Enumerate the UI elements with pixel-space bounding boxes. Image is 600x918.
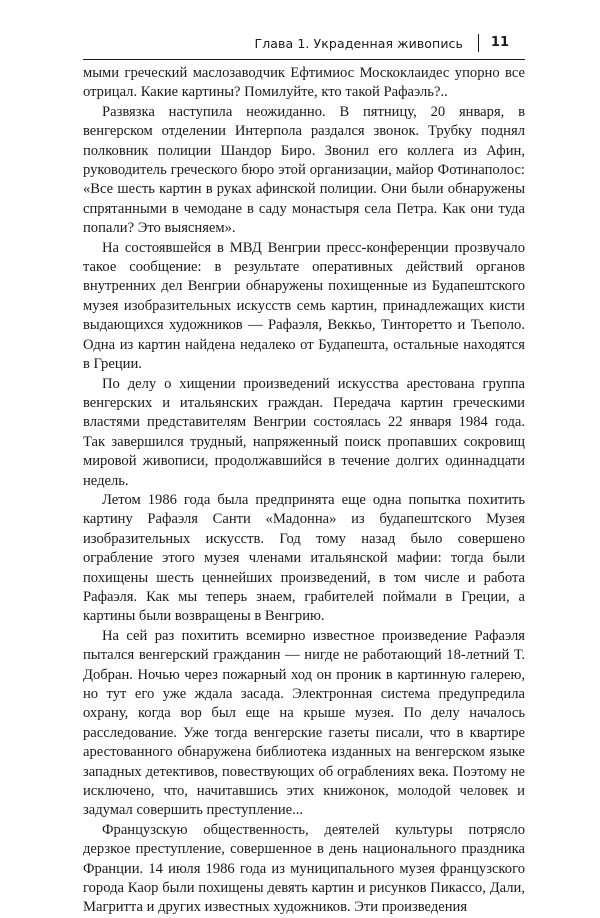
paragraph: Развязка наступила неожиданно. В пятницу, 20 января, в венгерском отделении Интерпола раздался звонок. Трубку поднял полковник полиции Шандор Биро. Звонил его коллега из Афин, руководитель греческого бюро этой организации, майор Фотинаполос: «Все шесть картин в руках афинской полиции. Они были обнаружены спрятанными в чемодане в саду монастыря села Петра. Как они туда попали? Это выясняем». <box>83 103 525 237</box>
header-rule <box>83 59 525 60</box>
page-number: 11 <box>490 35 509 50</box>
paragraph: По делу о хищении произведений искусства арестована группа венгерских и итальянских граждан. Передача картин греческими властями представителям Венгрии состоялась 22 января 1984 года. Так завершился трудный, напряженный поиск пропавших сокровищ мировой живописи, продолжавшийся в течение долгих одиннадцати недель. <box>83 375 525 489</box>
header-separator <box>478 34 479 52</box>
paragraph: На сей раз похитить всемирно известное произведение Рафаэля пытался венгерский гражданин — нигде не работающий 18-летний Т. Добран. Ночью через пожарный ход он проник в картинную галерею, но тут его уже ждала засада. Электронная система предупредила охрану, когда вор был еще на крыше музея. По делу началось расследование. Уже тогда венгерские газеты писали, что в квартире арестованного обнаружена библиотека изданных на венгерском языке западных детективов, повествующих об ограблениях века. Поэтому не исключено, что, начитавшись этих книжонок, молодой человек и задумал совершить преступление... <box>83 627 525 819</box>
paragraph: Французскую общественность, деятелей культуры потрясло дерзкое преступление, совершенное в день национального праздника Франции. 14 июля 1986 года из муниципального музея французского города Каор были похищены девять картин и рисунков Пикассо, Дали, Магритта и других известных художников. Эти произведения <box>83 821 525 916</box>
chapter-title: Глава 1. Украденная живопись <box>254 36 463 51</box>
paragraph-continued: мыми греческий маслозаводчик Ефтимиос Москоклаидес упорно все отрицал. Какие картины? Помилуйте, кто такой Рафаэль?.. <box>83 65 525 101</box>
running-header <box>83 30 525 60</box>
paragraph: На состоявшейся в МВД Венгрии пресс-конференции прозвучало такое сообщение: в результате оперативных действий органов внутренних дел Венгрии обнаружены похищенные из Будапештского музея изобразительных искусств семь картин, принадлежащих кисти выдающихся художников — Рафаэля, Веккьо, Тинторетто и Тьеполо. Одна из картин найдена недалеко от Будапешта, остальные находятся в Греции. <box>83 239 525 373</box>
paragraph: Летом 1986 года была предпринята еще одна попытка похитить картину Рафаэля Санти «Мадонна» из будапештского Музея изобразительных искусств. Год тому назад было совершено ограбление этого музея членами итальянской мафии: тогда были похищены шесть ценнейших произведений, в том числе и работа Рафаэля. Как мы теперь знаем, грабителей поймали в Греции, а картины были возвращены в Венгрию. <box>83 491 525 625</box>
body-text <box>83 64 525 918</box>
